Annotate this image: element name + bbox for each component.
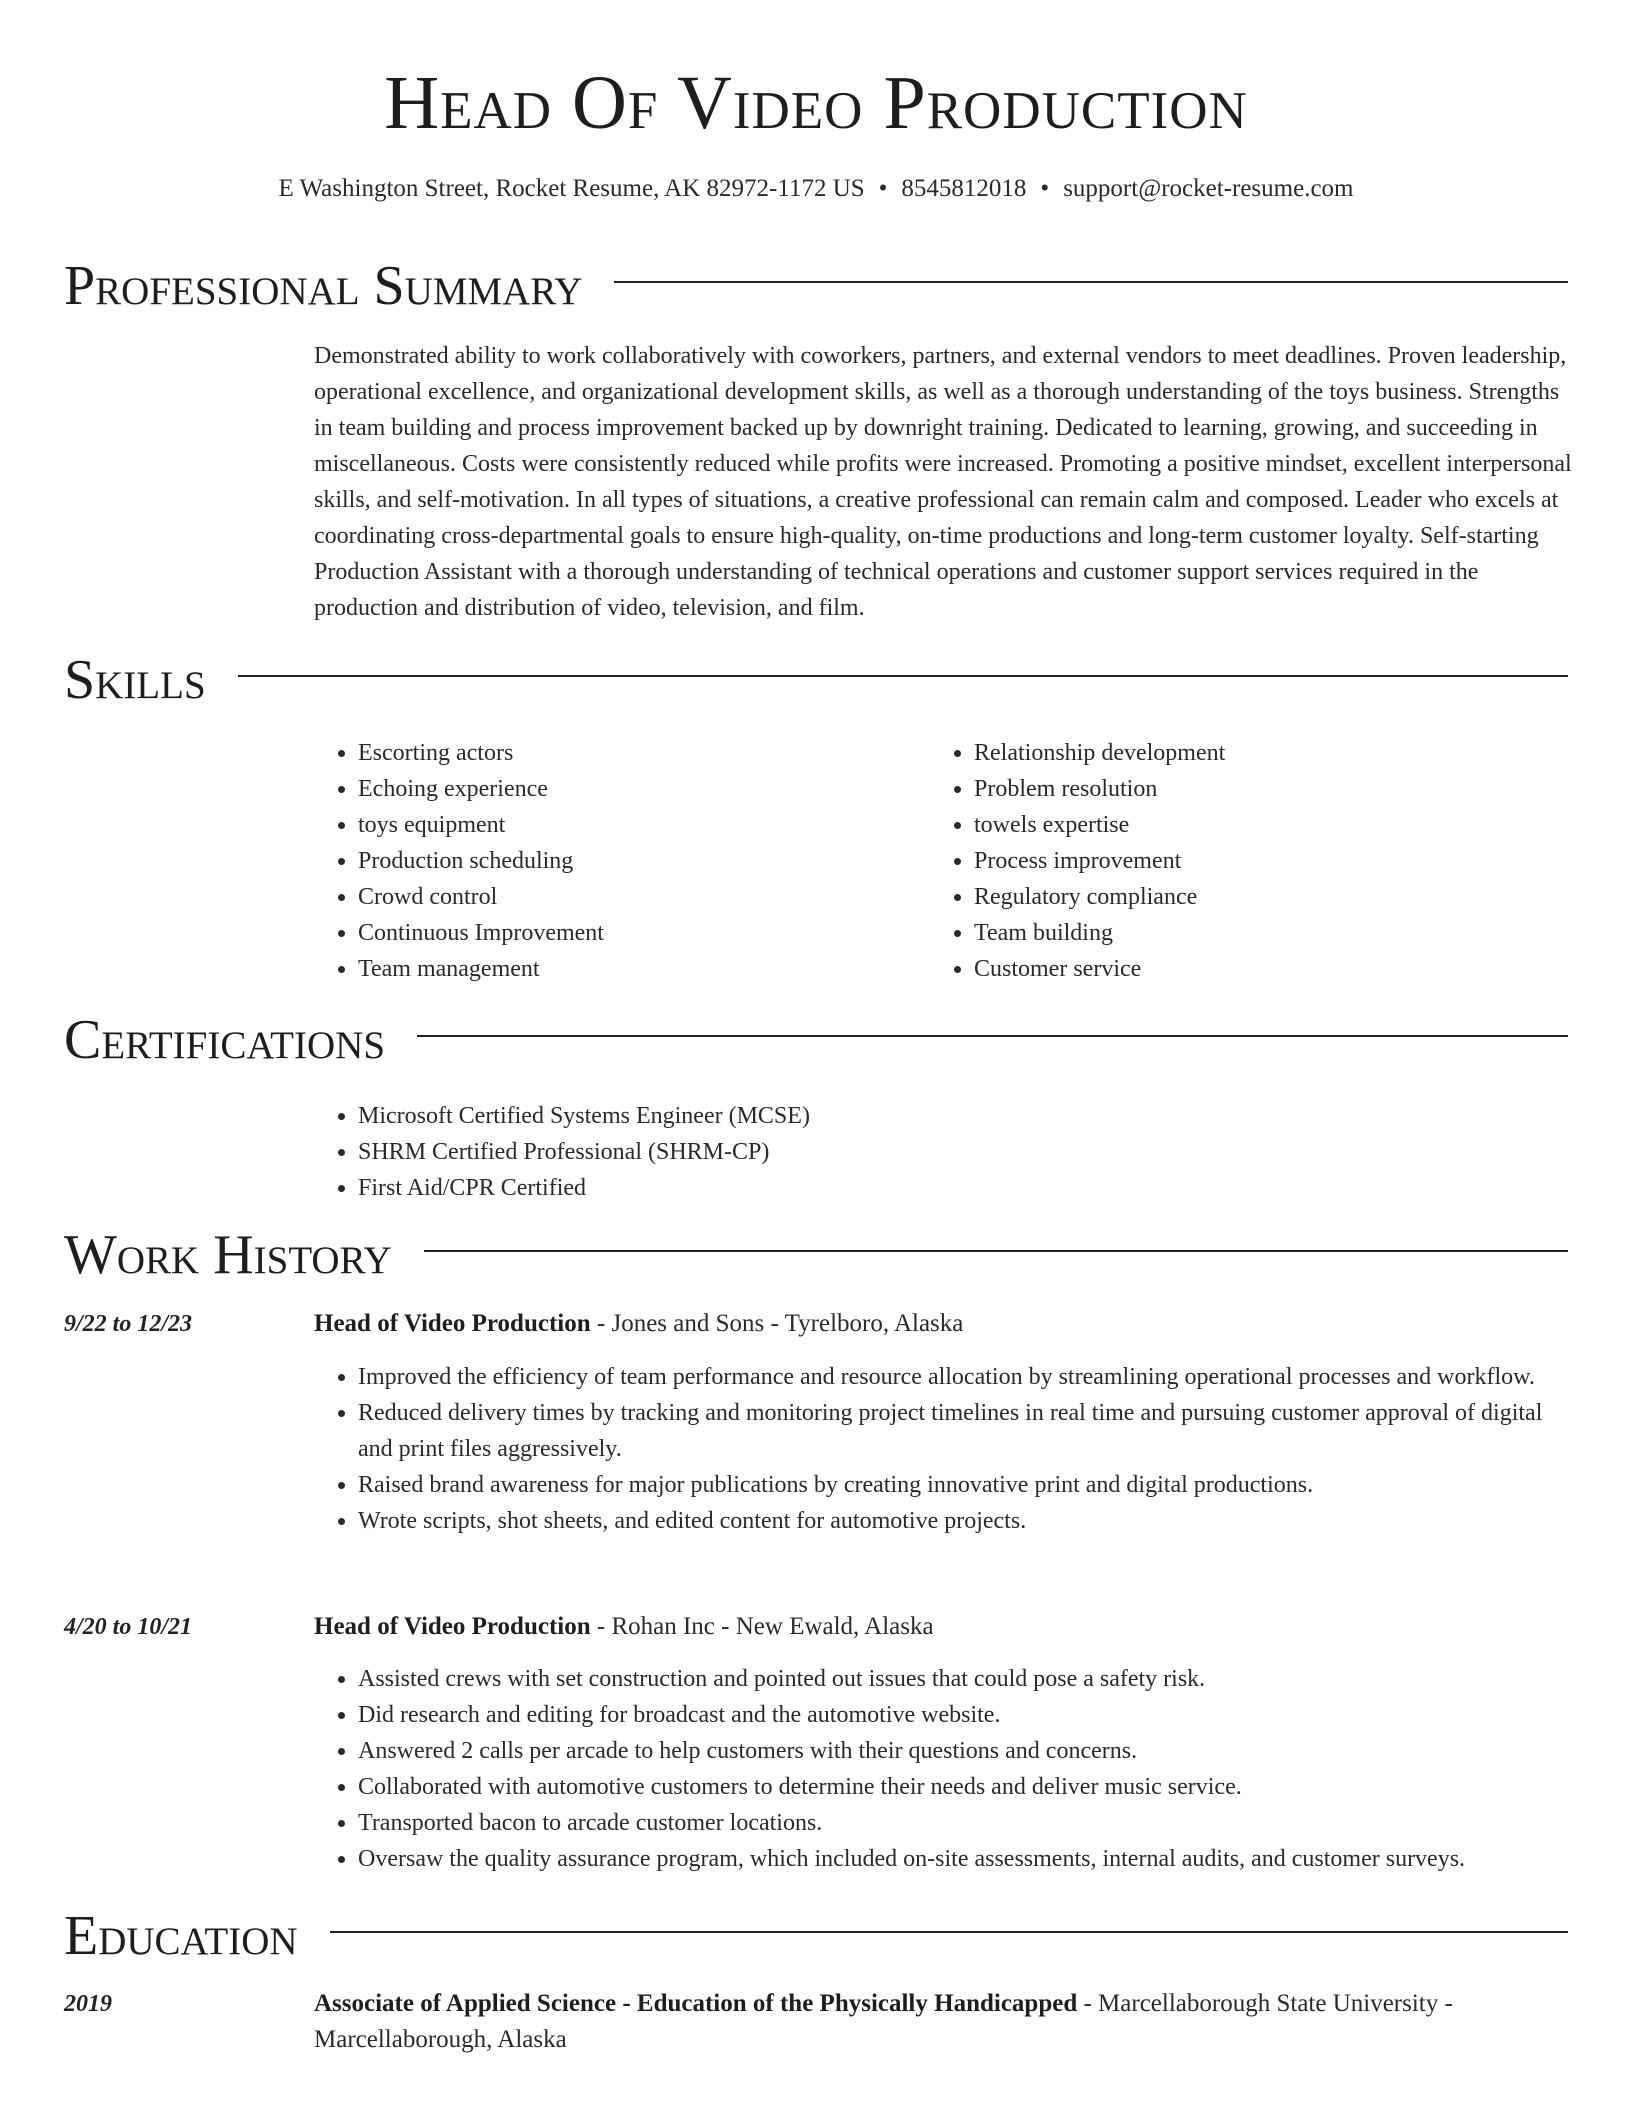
skill-item: • toys equipment [358,807,914,843]
skill-item: • Production scheduling [358,843,914,879]
contact-address: E Washington Street, Rocket Resume, AK 82972-1172 US [278,175,865,202]
job-bullet: • Reduced delivery times by tracking and monitoring project timelines in real time and pursuing customer approval of digital and print files aggressively. [358,1395,1574,1467]
skill-item: • Team management [358,951,914,987]
section-divider [424,1250,1568,1252]
job-bullet: • Transported bacon to arcade customer locations. [358,1805,1574,1841]
job-dates: 9/22 to 12/23 [64,1311,193,1337]
summary-text: Demonstrated ability to work collaboratively with coworkers, partners, and external vendors to meet deadlines. Proven leadership, operational excellence, and organizational development skills, as well as a thorough understanding of the toys business. Strengths in team building and process improvement backed up by downright training. Dedicated to learning, growing, and succeeding in miscellaneous. Costs were consistently reduced while profits were increased. Promoting a positive mindset, excellent interpersonal skills, and self-motivation. In all types of situations, a creative professional can remain calm and composed. Leader who excels at coordinating cross-departmental goals to ensure high-quality, on-time productions and long-term customer loyalty. Self-starting Production Assistant with a thorough understanding of technical operations and customer support services required in the production and distribution of video, television, and film. [314,343,1572,621]
skill-item: • Problem resolution [974,771,1530,807]
contact-line [0,172,1632,206]
section-divider [238,675,1568,677]
skill-item: • Customer service [974,951,1530,987]
certifications-section-header [64,1008,1568,1072]
section-divider [417,1035,1568,1037]
job-bullet: • Improved the efficiency of team performance and resource allocation by streamlining operational processes and workflow. [358,1359,1574,1395]
job-bullet: • Wrote scripts, shot sheets, and edited content for automotive projects. [358,1503,1574,1539]
education-year: 2019 [64,1991,112,2017]
job-details: - Jones and Sons - Tyrelboro, Alaska [590,1310,964,1337]
section-divider [330,1931,1568,1933]
education-details: - Marcellaborough State University - Marcellaborough, Alaska [314,1990,1453,2053]
skill-item: • Escorting actors [358,735,914,771]
skill-item: • Echoing experience [358,771,914,807]
education-degree: Associate of Applied Science - Education of the Physically Handicapped [314,1990,1078,2017]
skill-item: • towels expertise [974,807,1530,843]
job-bullet: • Assisted crews with set construction and pointed out issues that could pose a safety risk. [358,1661,1574,1697]
skill-item: • Process improvement [974,843,1530,879]
contact-separator: • [1040,175,1050,202]
education-line [314,1986,1574,2058]
certification-item: • SHRM Certified Professional (SHRM-CP) [358,1134,1314,1170]
contact-separator: • [878,175,888,202]
skill-item: • Relationship development [974,735,1530,771]
job-title-line [314,1609,1574,1645]
resume-name: Head Of Video Production [384,61,1248,145]
certifications-list [314,1098,1314,1206]
work-history-section-header [64,1223,1568,1287]
skill-item: • Continuous Improvement [358,915,914,951]
job-bullet: • Raised brand awareness for major publications by creating innovative print and digital productions. [358,1467,1574,1503]
job-bullet: • Oversaw the quality assurance program, which included on-site assessments, internal audits, and customer surveys. [358,1841,1574,1877]
skills-section-header [64,648,1568,712]
job-role: Head of Video Production [314,1613,591,1640]
section-title: Professional Summary [64,255,583,317]
section-title: Work History [64,1224,392,1286]
section-title: Skills [64,649,206,711]
section-title: Education [64,1905,298,1967]
section-title: Certifications [64,1009,386,1071]
skill-item: • Regulatory compliance [974,879,1530,915]
summary-section-header [64,254,1568,318]
job-bullets [314,1359,1574,1539]
job-role: Head of Video Production [314,1310,591,1337]
job-title-line [314,1306,1574,1342]
job-dates: 4/20 to 10/21 [64,1614,193,1640]
job-bullets [314,1661,1574,1877]
certification-item: • Microsoft Certified Systems Engineer (MCSE) [358,1098,1314,1134]
job-bullet: • Answered 2 calls per arcade to help customers with their questions and concerns. [358,1733,1574,1769]
section-divider [614,281,1568,283]
skill-item: • Team building [974,915,1530,951]
certification-item: • First Aid/CPR Certified [358,1170,1314,1206]
skills-column-right [930,735,1530,987]
skill-item: • Crowd control [358,879,914,915]
contact-email[interactable]: support@rocket-resume.com [1063,175,1354,202]
contact-phone: 8545812018 [901,175,1027,202]
job-details: - Rohan Inc - New Ewald, Alaska [590,1613,934,1640]
job-bullet: • Collaborated with automotive customers to determine their needs and deliver music service. [358,1769,1574,1805]
education-section-header [64,1904,1568,1968]
skills-column-left [314,735,914,987]
job-bullet: • Did research and editing for broadcast and the automotive website. [358,1697,1574,1733]
